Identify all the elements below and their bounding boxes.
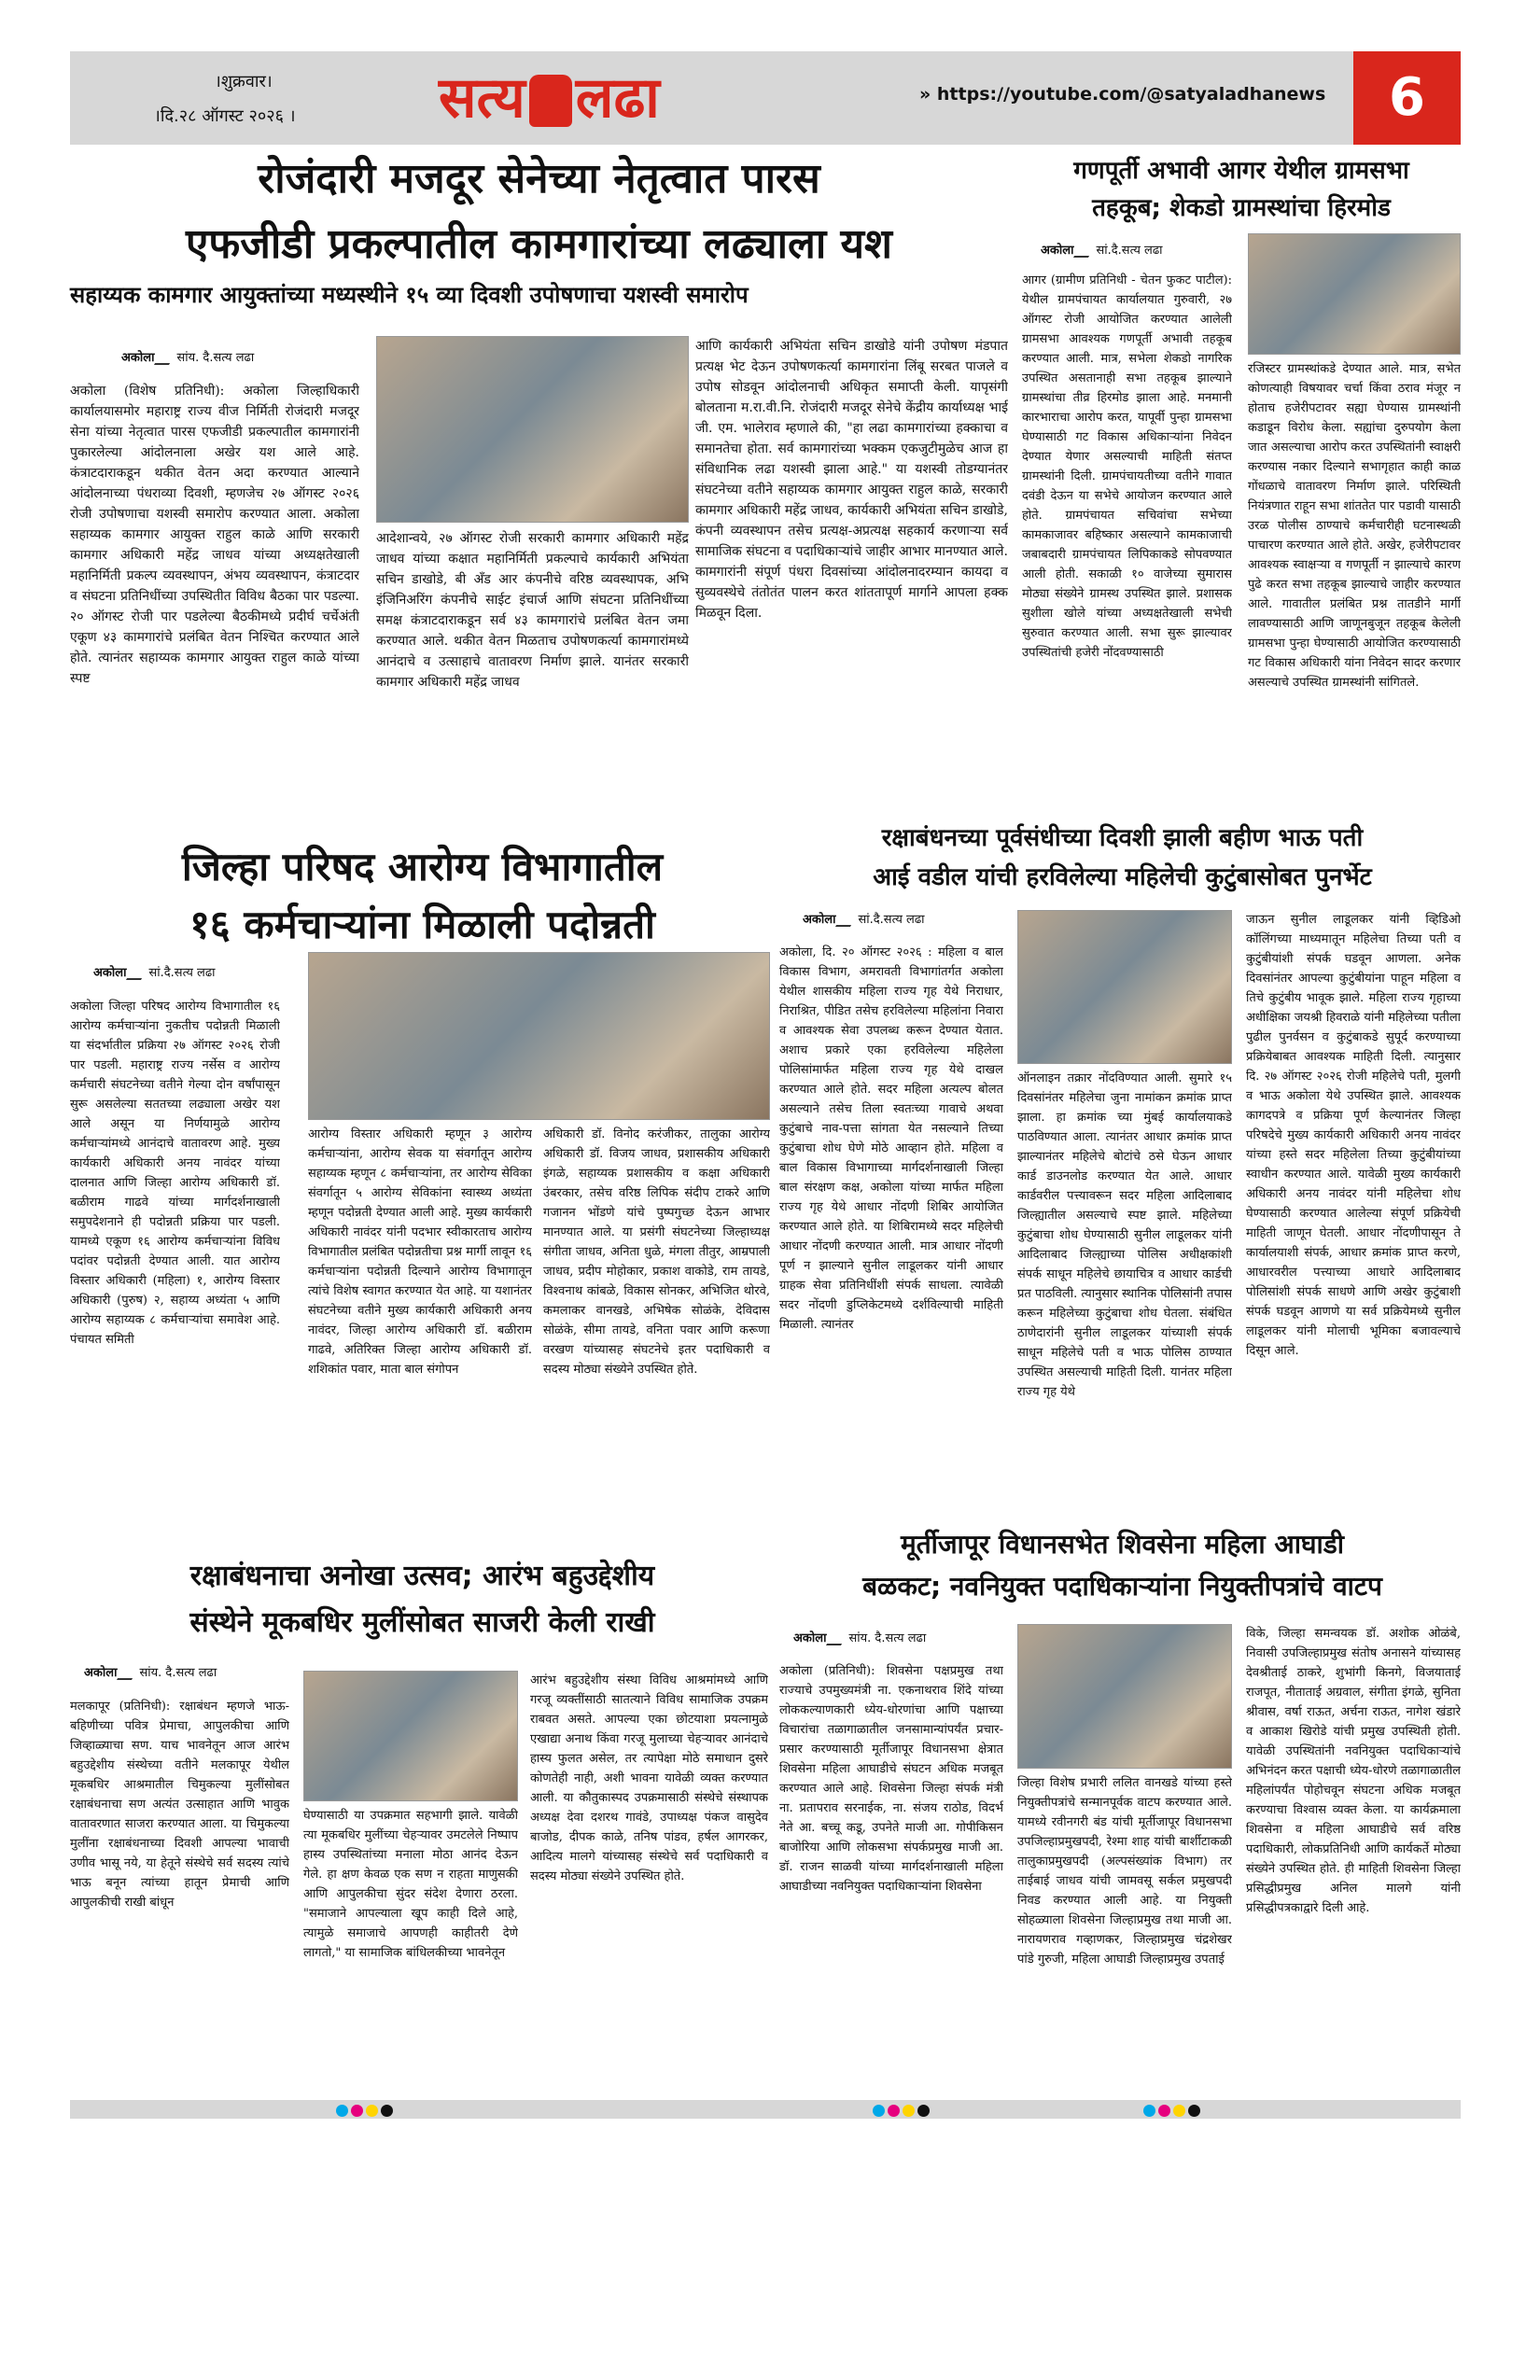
- article6-col1: अकोला (प्रतिनिधी): शिवसेना पक्षप्रमुख तथा राज्याचे उपमुख्यमंत्री ना. एकनाथराव शिंदे यांच्या लोककल्याणकारी ध्येय-धोरणांचा आणि पक्षाच्या विचारांचा तळागाळातील जनसामान्यांपर्यंत प्रचार-प्रसार करण्यासाठी मूर्तीजापूर विधानसभा क्षेत्रात शिवसेना महिला आघाडीचे संघटन अधिक मजबूत करण्यात आले आहे. शिवसेना जिल्हा संपर्क मंत्री ना. प्रतापराव सरनाईक, ना. संजय राठोड, विदर्भ नेते आ. बच्चू कडू, उपनेते माजी आ. गोपीकिसन बाजोरिया आणि लोकसभा संपर्कप्रमुख माजी आ. डॉ. राजन साळवी यांच्या मार्गदर्शनाखाली महिला आघाडीच्या नवनियुक्त पदाधिकाऱ्यांना शिवसेना: [779, 1664, 1003, 1894]
- article5-col3: आरंभ बहुउद्देशीय संस्था विविध आश्रमांमध्ये आणि गरजू व्यक्तींसाठी सातत्याने विविध सामाजिक उपक्रम राबवत असते. आपल्या एका छोटयाशा प्रयत्नामुळे एखाद्या अनाथ किंवा गरजू मुलाच्या चेहऱ्यावर आनंदाचे हास्य फुलत असेल, तर त्यापेक्षा मोठे समाधान दुसरे कोणतेही नाही, अशी भावना यावेळी व्यक्त करण्यात आली. या कौतुकास्पद उपक्रमासाठी संस्थेचे संस्थापक अध्यक्ष देवा दशरथ गावंडे, उपाध्यक्ष पंकज वासुदेव बाजोड, दीपक काळे, तनिष पांडव, हर्षल आगरकर, आदित्य मालगे यांच्यासह संस्थेचे सर्व पदाधिकारी व सदस्य मोठ्या संख्येने उपस्थित होते.: [530, 1673, 768, 1883]
- yellow-dot: [366, 2105, 378, 2117]
- logo-word-left: सत्य: [439, 65, 525, 131]
- article1-headline-1: रोजंदारी मजदूर सेनेच्या नेतृत्वात पारस: [258, 155, 820, 203]
- magenta-dot: [1158, 2105, 1170, 2117]
- pen-icon: [826, 1632, 848, 1645]
- byline-source: सां.दै.सत्य लढा: [148, 966, 216, 980]
- article2-col2: रजिस्टर ग्रामस्थांकडे देण्यात आले. मात्र, सभेत कोणत्याही विषयावर चर्चा किंवा ठराव मंजूर न होताच हजेरीपटावर सह्या घेण्यास ग्रामस्थांनी कडाडून विरोध केला. सह्यांचा दुरुपयोग केला जात असल्याचा आरोप करत उपस्थितांनी स्वाक्षरी करण्यास नकार दिल्याने सभागृहात काही काळ गोंधळाचे वातावरण निर्माण झाले. परिस्थिती नियंत्रणात राहून सभा शांततेत पार पडावी यासाठी उरळ पोलीस ठाण्याचे कर्मचारीही घटनास्थळी पाचारण करण्यात आले होते. अखेर, हजेरीपटावर आवश्यक स्वाक्षऱ्या व गणपूर्ती न झाल्याचे कारण पुढे करत सभा तहकूब झाल्याचे जाहीर करण्यात आले. गावातील प्रलंबित प्रश्न तातडीने मार्गी लावण्यासाठी आणि जाणूनबुजून तहकूब केलेली ग्रामसभा पुन्हा घेण्यासाठी आयोजित करण्यासाठी गट विकास अधिकारी यांना निवेदन सादर करणार असल्याचे उपस्थित ग्रामस्थांनी सांगितले.: [1248, 362, 1461, 690]
- page-number-box: [1353, 51, 1461, 145]
- article2-photo: [1248, 233, 1461, 355]
- byline-place: अकोला: [93, 966, 127, 980]
- black-dot: [917, 2105, 930, 2117]
- article4-headline-2: आई वडील यांची हरविलेल्या महिलेची कुटुंबासोबत पुनर्भेट: [873, 863, 1372, 891]
- youtube-url: https://youtube.com/@satyaladhanews: [936, 84, 1326, 105]
- pen-icon: [1073, 245, 1096, 258]
- byline-source: सां.दै.सत्य लढा: [858, 913, 925, 927]
- pen-icon: [154, 352, 176, 365]
- article2-col1: आगर (ग्रामीण प्रतिनिधी - चेतन फुकट पाटील): येथील ग्रामपंचायत कार्यालयात गुरुवारी, २७ ऑगस्ट रोजी आयोजित करण्यात आलेली ग्रामसभा आवश्यक गणपूर्ती अभावी तहकूब करण्यात आली. मात्र, सभेला शेकडो नागरिक उपस्थित असतानाही सभा तहकूब झाल्याने ग्रामस्थांचा तीव्र हिरमोड झाला आहे. मनमानी कारभाराचा आरोप करत, यापूर्वी पुन्हा ग्रामसभा घेण्यासाठी गट विकास अधिकाऱ्यांना निवेदन देण्यात येणार असल्याची माहिती संतप्त ग्रामस्थांनी दिली. ग्रामपंचायतीच्या वतीने गावात दवंडी देऊन या सभेचे आयोजन करण्यात आले होते. ग्रामपंचायत सचिवांचा सभेच्या कामकाजावर बहिष्कार असल्याने कामकाजाची जबाबदारी ग्रामपंचायत लिपिकाकडे सोपवण्यात आली होती. सकाळी १० वाजेच्या सुमारास मोठ्या संख्येने ग्रामस्थ उपस्थित झाले. प्रशासक सुशीला खोले यांच्या अध्यक्षतेखाली सभेची सुरुवात करण्यात आली. सभा सुरू झाल्यावर उपस्थितांची हजेरी नोंदवण्यासाठी: [1022, 273, 1232, 660]
- byline-place: अकोला: [793, 1631, 827, 1645]
- article4-col1: अकोला, दि. २० ऑगस्ट २०२६ : महिला व बाल विकास विभाग, अमरावती विभागांतर्गत अकोला येथील शासकीय महिला राज्य गृह येथे निराधार, निराश्रित, पीडित तसेच हरविलेल्या महिलांना निवारा व आवश्यक सेवा उपलब्ध करून देण्यात येतात. अशाच प्रकारे एका हरविलेल्या महिलेला पोलिसांमार्फत महिला राज्य गृह येथे दाखल करण्यात आले होते. सदर महिला अत्यल्प बोलत असल्याने तसेच तिला स्वतःच्या गावाचे अथवा कुटुंबाचे नाव-पत्ता सांगता येत नसल्याने तिच्या कुटुंबाचा शोध घेणे मोठे आव्हान होते. महिला व बाल विकास विभागाच्या मार्गदर्शनाखाली जिल्हा बाल संरक्षण कक्ष, अकोला यांच्या मार्फत महिला राज्य गृह येथे आधार नोंदणी शिबिर आयोजित करण्यात आले होते. या शिबिरामध्ये सदर महिलेची आधार नोंदणी करण्यात आली. मात्र आधार नोंदणी पूर्ण न झाल्याने सुनील लाडूलकर यांनी आधार ग्राहक सेवा प्रतिनिधींशी संपर्क साधला. त्यावेळी सदर नोंदणी डुप्लिकेटमध्ये दर्शविल्याची माहिती मिळाली. त्यानंतर: [779, 945, 1003, 1332]
- article4-byline: [803, 910, 925, 927]
- article3-headline-2: १६ कर्मचाऱ्यांना मिळाली पदोन्नती: [189, 902, 655, 947]
- black-dot: [1188, 2105, 1200, 2117]
- article3-col2: आरोग्य विस्तार अधिकारी म्हणून ३ आरोग्य कर्मचाऱ्यांना, आरोग्य सेवक या संवर्गातून आरोग्य सहाय्यक म्हणून ८ कर्मचाऱ्यांना, तर आरोग्य सेविका संवर्गातून ५ आरोग्य सेविकांना स्वास्थ्य अध्यंता म्हणून पदोन्नती देण्यात आली आहे. मुख्य कार्यकारी अधिकारी नावंदर यांनी पदभार स्वीकारताच आरोग्य विभागातील प्रलंबित पदोन्नतीचा प्रश्न मार्गी लावून १६ कर्मचाऱ्यांना पदोन्नती दिल्याने आरोग्य विभागातून त्यांचे विशेष स्वागत करण्यात येत आहे. या यशानंतर संघटनेच्या वतीने मुख्य कार्यकारी अधिकारी अनय नावंदर, जिल्हा आरोग्य अधिकारी डॉ. बळीराम गाढवे, अतिरिक्त जिल्हा आरोग्य अधिकारी डॉ. शशिकांत पवार, माता बाल संगोपन: [308, 1127, 532, 1377]
- registration-dots-left: [336, 2103, 396, 2121]
- article1-col2: आदेशान्वये, २७ ऑगस्ट रोजी सरकारी कामगार अधिकारी महेंद्र जाधव यांच्या कक्षात महानिर्मिती प्रकल्पाचे कार्यकारी अभियंता सचिन डाखोडे, बी अँड आर कंपनीचे वरिष्ठ व्यवस्थापक, अभि इंजिनिअरिंग कंपनीचे साईट इंचार्ज आणि संघटना प्रतिनिधींच्या समक्ष कंत्राटदाराकडून सर्व ४३ कामगारांचे प्रलंबित वेतन जमा करण्यात आले. थकीत वेतन मिळताच उपोषणकर्त्या कामगारांमध्ये आनंदाचे व उत्साहाचे वातावरण निर्माण झाले. यानंतर सरकारी कामगार अधिकारी महेंद्र जाधव: [376, 531, 689, 690]
- article6-byline: [793, 1629, 926, 1645]
- footer-bar: [70, 2100, 1461, 2119]
- masthead-date: ।दि.२८ ऑगस्ट २०२६ ।: [154, 106, 296, 126]
- fist-icon: [529, 75, 572, 127]
- magenta-dot: [351, 2105, 363, 2117]
- article5-byline: [84, 1663, 217, 1680]
- byline-place: अकोला: [1041, 244, 1074, 258]
- logo-word-right: लढा: [575, 65, 660, 131]
- article2-byline: [1041, 241, 1163, 258]
- article4-col3: जाऊन सुनील लाडूलकर यांनी व्हिडिओ कॉलिंगच्या माध्यमातून महिलेचा तिच्या पती व कुटुंबीयांशी संपर्क घडवून आणला. अनेक दिवसांनंतर आपल्या कुटुंबीयांना पाहून महिला व तिचे कुटुंबीय भावूक झाले. महिला राज्य गृहाच्या अधीक्षिका जयश्री हिवराळे यांनी महिलेच्या पतीला पुढील पुनर्वसन व कुटुंबाकडे सुपूर्द करण्याच्या प्रक्रियेबाबत आवश्यक माहिती दिली. त्यानुसार दि. २७ ऑगस्ट २०२६ रोजी महिलेचे पती, मुलगी व भाऊ अकोला येथे उपस्थित झाले. आवश्यक कागदपत्रे व प्रक्रिया पूर्ण केल्यानंतर जिल्हा परिषदेचे मुख्य कार्यकारी अधिकारी अनय नावंदर यांच्या हस्ते सदर महिलेला तिच्या कुटुंबीयांच्या स्वाधीन करण्यात आले. यावेळी मुख्य कार्यकारी अधिकारी अनय नावंदर यांनी महिलेचा शोध घेण्यासाठी करण्यात आलेल्या संपूर्ण प्रक्रियेची माहिती जाणून घेतली. आधार नोंदणीपासून ते कार्यालयाशी संपर्क, आधार क्रमांक प्राप्त करणे, आधारवरील पत्त्याच्या आधारे आदिलाबाद पोलिसांशी संपर्क साधणे आणि अखेर कुटुंबाशी संपर्क घडवून आणणे या सर्व प्रक्रियेमध्ये सुनील लाडूलकर यांनी मोलाची भूमिका बजावल्याचे दिसून आले.: [1246, 913, 1461, 1358]
- article6-headline-2: बळकट; नवनियुक्त पदाधिकाऱ्यांना नियुक्तीपत्रांचे वाटप: [862, 1571, 1382, 1602]
- byline-place: अकोला: [121, 351, 155, 365]
- cyan-dot: [1143, 2105, 1155, 2117]
- article3-byline: [93, 963, 216, 980]
- byline-source: सांय. दै.सत्य लढा: [848, 1631, 927, 1645]
- article5-col1: मलकापूर (प्रतिनिधी): रक्षाबंधन म्हणजे भाऊ-बहिणीच्या पवित्र प्रेमाचा, आपुलकीचा आणि जिव्हाळ्याचा सण. याच भावनेतून आज आरंभ बहुउद्देशीय संस्थेच्या वतीने मलकापूर येथील मूकबधिर आश्रमातील चिमुकल्या मुलींसोबत रक्षाबंधनाचा सण अत्यंत उत्साहात आणि भावुक वातावरणात साजरा करण्यात आला. या चिमुकल्या मुलींना रक्षाबंधनाच्या दिवशी आपल्या भावाची उणीव भासू नये, या हेतूने संस्थेचे सर्व सदस्य त्यांचे भाऊ बनून त्यांच्या हातून प्रेमाची आणि आपुलकीची राखी बांधून: [70, 1700, 289, 1910]
- pen-icon: [126, 967, 148, 980]
- yellow-dot: [1173, 2105, 1185, 2117]
- byline-source: सां.दै.सत्य लढा: [1096, 244, 1163, 258]
- article6-headline-1: मूर्तीजापूर विधानसभेत शिवसेना महिला आघाडी: [900, 1529, 1345, 1560]
- article3-col1: अकोला जिल्हा परिषद आरोग्य विभागातील १६ आरोग्य कर्मचाऱ्यांना नुकतीच पदोन्नती मिळाली या संदर्भातील प्रक्रिया २७ ऑगस्ट २०२६ रोजी पार पडली. महाराष्ट्र राज्य नर्सेस व आरोग्य कर्मचारी संघटनेच्या वतीने गेल्या दोन वर्षांपासून सुरू असलेल्या सततच्या लढ्याला अखेर यश आले असून या निर्णयामुळे आरोग्य कर्मचाऱ्यांमध्ये आनंदाचे वातावरण आहे. मुख्य कार्यकारी अधिकारी अनय नावंदर यांच्या दालनात आणि जिल्हा आरोग्य अधिकारी डॉ. बळीराम गाढवे यांच्या मार्गदर्शनाखाली समुपदेशनाने ही पदोन्नती प्रक्रिया पार पडली. यामध्ये एकूण १६ आरोग्य कर्मचाऱ्यांना विविध पदांवर पदोन्नती देण्यात आली. यात आरोग्य विस्तार अधिकारी (महिला) १, आरोग्य विस्तार अधिकारी (पुरुष) २, सहाय्य अध्यंता ५ आणि आरोग्य सहाय्यक ८ कर्मचाऱ्यांचा समावेश आहे. पंचायत समिती: [70, 1000, 280, 1347]
- page-number: 6: [1389, 67, 1425, 128]
- article4-headline-1: रक्षाबंधनच्या पूर्वसंधीच्या दिवशी झाली बहीण भाऊ पती: [881, 824, 1364, 852]
- article1-subhead: सहाय्यक कामगार आयुक्तांच्या मध्यस्थीने १५ व्या दिवशी उपोषणाचा यशस्वी समारोप: [70, 282, 749, 308]
- article3-col3: अधिकारी डॉ. विनोद करंजीकर, तालुका आरोग्य अधिकारी डॉ. विजय जाधव, प्रशासकीय अधिकारी इंगळे, सहाय्यक प्रशासकीय व कक्षा अधिकारी उंबरकार, तसेच वरिष्ठ लिपिक संदीप टाकरे आणि गजानन भोंडणे यांचे पुष्पगुच्छ देऊन आभार मानण्यात आले. या प्रसंगी संघटनेच्या जिल्हाध्यक्ष संगीता जाधव, अनिता धुळे, मंगला तीतुर, आम्रपाली जाधव, प्रदीप मोहोकार, प्रकाश वाकोडे, राम तायडे, विश्वनाथ कांबळे, विकास सोनकर, अभिजित थोरवे, कमलाकर वानखडे, अभिषेक सोळंके, देविदास सोळंके, सीमा तायडे, वनिता पवार आणि करूणा वरखण यांच्यासह संघटनेचे इतर पदाधिकारी व सदस्य मोठ्या संख्येने उपस्थित होते.: [543, 1127, 770, 1377]
- article6-photo: [1017, 1624, 1232, 1769]
- article1-photo: [376, 336, 689, 523]
- article2-headline-2: तहकूब; शेकडो ग्रामस्थांचा हिरमोड: [1092, 194, 1391, 222]
- article2-headline-1: गणपूर्ती अभावी आगर येथील ग्रामसभा: [1073, 157, 1409, 185]
- article1-col3: आणि कार्यकारी अभियंता सचिन डाखोडे यांनी उपोषण मंडपात प्रत्यक्ष भेट देऊन उपोषणकर्त्या कामगारांना लिंबू सरबत पाजले व उपोष सोडवून आंदोलनाची अधिकृत समाप्ती केली. यापृसंगी बोलताना म.रा.वी.नि. रोजंदारी मजदूर सेनेचे केंद्रीय कार्याध्यक्ष भाई जी. एम. भालेराव म्हणाले की, "हा लढा कामगारांच्या हक्काचा व समानतेचा होता. सर्व कामगारांच्या भक्कम एकजुटीमुळेच आज हा संविधानिक लढा यशस्वी झाला आहे." या यशस्वी तोडग्यानंतर संघटनेच्या वतीने सहाय्यक कामगार आयुक्त राहुल काळे, सरकारी कामगार अधिकारी महेंद्र जाधव, कार्यकारी अभियंता सचिन डाखोडे, कंपनी व्यवस्थापन तसेच प्रत्यक्ष-अप्रत्यक्ष सहकार्य करणाऱ्या सर्व सामाजिक संघटना व पदाधिकाऱ्यांचे जाहीर आभार मानण्यात आले. कामगारांनी संपूर्ण पंधरा दिवसांच्या आंदोलनादरम्यान कायदा व सुव्यवस्थेचे तंतोतंत पालन करत शांततापूर्ण मार्गाने आपला हक्क मिळवून दिला.: [695, 339, 1008, 621]
- article6-col2: जिल्हा विशेष प्रभारी ललित वानखडे यांच्या हस्ते नियुक्तीपत्रांचे सन्मानपूर्वक वाटप करण्यात आले. यामध्ये रवीनगरी बंड यांची मूर्तीजापूर विधानसभा उपजिल्हाप्रमुखपदी, रेश्मा शाह यांची बार्शीटाकळी तालुकाप्रमुखपदी (अल्पसंख्यांक विभाग) तर ताईबाई जाधव यांची जामवसू सर्कल प्रमुखपदी निवड करण्यात आली आहे. या नियुक्ती सोहळ्याला शिवसेना जिल्हाप्रमुख तथा माजी आ. नारायणराव गव्हाणकर, जिल्हाप्रमुख चंद्रशेखर पांडे गुरुजी, महिला आघाडी जिल्हाप्रमुख उपताई: [1017, 1776, 1232, 1967]
- article5-photo: [303, 1671, 518, 1801]
- article6-col3: विके, जिल्हा समन्वयक डॉ. अशोक ओळंबे, निवासी उपजिल्हाप्रमुख संतोष अनासने यांच्यासह देवश्रीताई ठाकरे, शुभांगी किनगे, विजयाताई राजपूत, नीताताई अग्रवाल, संगीता इंगळे, सुनिता श्रीवास, वर्षा राऊत, अर्चना राऊत, नागेश खंडारे व आकाश खिरोडे यांची प्रमुख उपस्थिती होती. यावेळी उपस्थितांनी नवनियुक्त पदाधिकाऱ्यांचे अभिनंदन करत पक्षाची ध्येय-धोरणे तळागाळातील महिलांपर्यंत पोहोचवून संघटना अधिक मजबूत करण्याचा विश्वास व्यक्त केला. या कार्यक्रमाला शिवसेना व महिला आघाडीचे सर्व वरिष्ठ पदाधिकारी, लोकप्रतिनिधी आणि कार्यकर्ते मोठ्या संख्येने उपस्थित होते. ही माहिती शिवसेना जिल्हा प्रसिद्धीप्रमुख अनिल मालगे यांनी प्रसिद्धीपत्रकाद्वारे दिली आहे.: [1246, 1627, 1461, 1915]
- byline-source: सांय. दै.सत्य लढा: [139, 1666, 217, 1680]
- article5-headline-2: संस्थेने मूकबधिर मुलींसोबत साजरी केली राखी: [189, 1606, 655, 1639]
- article4-col2: ऑनलाइन तक्रार नोंदविण्यात आली. सुमारे १५ दिवसांनंतर महिलेचा जुना नामांकन क्रमांक प्राप्त झाला. हा क्रमांक च्या मुंबई कार्यालयाकडे पाठविण्यात आला. त्यानंतर आधार क्रमांक प्राप्त झाल्यानंतर महिलेचे बोटांचे ठसे घेऊन आधार कार्ड डाउनलोड करण्यात येत आले. आधार कार्डवरील पत्त्यावरून सदर महिला आदिलाबाद जिल्ह्यातील असल्याचे स्पष्ट झाले. महिलेच्या कुटुंबाचा शोध घेण्यासाठी सुनील लाडूलकर यांनी आदिलाबाद जिल्ह्याच्या पोलिस अधीक्षकांशी संपर्क साधून महिलेचे छायाचित्र व आधार कार्डची प्रत पाठविली. त्यानुसार स्थानिक पोलिसांनी तपास करून महिलेच्या कुटुंबाचा शोध घेतला. संबंधित ठाणेदारांनी सुनील लाडूलकर यांच्याशी संपर्क साधून महिलेचे पती व भाऊ पोलिस ठाण्यात उपस्थित असल्याची माहिती दिली. यानंतर महिला राज्य गृह येथे: [1017, 1071, 1232, 1399]
- article5-headline-1: रक्षाबंधनाचा अनोखा उत्सव; आरंभ बहुउद्देशीय: [189, 1560, 655, 1592]
- article4-photo: [1017, 910, 1232, 1064]
- masthead-logo: [439, 61, 660, 135]
- article3-headline-1: जिल्हा परिषद आरोग्य विभागातील: [181, 844, 664, 889]
- magenta-dot: [888, 2105, 900, 2117]
- byline-source: सांय. दै.सत्य लढा: [176, 351, 255, 365]
- cyan-dot: [336, 2105, 348, 2117]
- pen-icon: [835, 914, 858, 927]
- byline-place: अकोला: [84, 1666, 118, 1680]
- pen-icon: [117, 1667, 139, 1680]
- byline-place: अकोला: [803, 913, 836, 927]
- cyan-dot: [873, 2105, 885, 2117]
- youtube-link[interactable]: [919, 84, 1325, 105]
- article5-col2: घेण्यासाठी या उपक्रमात सहभागी झाले. यावेळी त्या मूकबधिर मुलींच्या चेहऱ्यावर उमटलेले निष्पाप हास्य उपस्थितांच्या मनाला मोठा आनंद देऊन गेले. हा क्षण केवळ एक सण न राहता माणुसकी आणि आपुलकीचा सुंदर संदेश देणारा ठरला. "समाजाने आपल्याला खूप काही दिले आहे, त्यामुळे समाजाचे आपणही काहीतरी देणे लागतो," या सामाजिक बांधिलकीच्या भावनेतून: [303, 1809, 518, 1960]
- article1-byline: [121, 348, 254, 365]
- masthead-day: ।शुक्रवार।: [215, 72, 273, 91]
- yellow-dot: [903, 2105, 915, 2117]
- double-chevron-icon: »: [919, 84, 931, 105]
- article1-headline-2: एफजीडी प्रकल्पातील कामगारांच्या लढ्याला यश: [186, 220, 892, 268]
- registration-dots-center: [873, 2103, 932, 2121]
- article3-photo: [308, 952, 770, 1120]
- registration-dots-right: [1143, 2103, 1203, 2121]
- black-dot: [381, 2105, 393, 2117]
- article1-col1: अकोला (विशेष प्रतिनिधी): अकोला जिल्हाधिकारी कार्यालयासमोर महाराष्ट्र राज्य वीज निर्मिती रोजंदारी मजदूर सेना यांच्या नेतृत्वात पारस एफजीडी प्रकल्पातील कामगारांनी पुकारलेल्या आंदोलनाला अखेर यश आले आहे. कंत्राटदाराकडून थकीत वेतन अदा करण्यात आल्याने आंदोलनाच्या पंधराव्या दिवशी, म्हणजेच २७ ऑगस्ट २०२६ रोजी उपोषणाचा यशस्वी समारोप करण्यात आला. अकोला सहाय्यक कामगार आयुक्त राहुल काळे आणि सरकारी कामगार अधिकारी महेंद्र जाधव यांच्या अध्यक्षतेखाली महानिर्मिती प्रकल्प व्यवस्थापन, अंभय व्यवस्थापन, कंत्राटदार व संघटना प्रतिनिधींच्या उपस्थितीत विविध बैठका पार पडल्या. २० ऑगस्ट रोजी पार पडलेल्या बैठकीमध्ये प्रदीर्घ चर्चेअंती एकूण ४३ कामगारांचे प्रलंबित वेतन निश्चित करण्यात आले होते. त्यानंतर सहाय्यक कामगार आयुक्त राहुल काळे यांच्या स्पष्ट: [70, 384, 359, 686]
